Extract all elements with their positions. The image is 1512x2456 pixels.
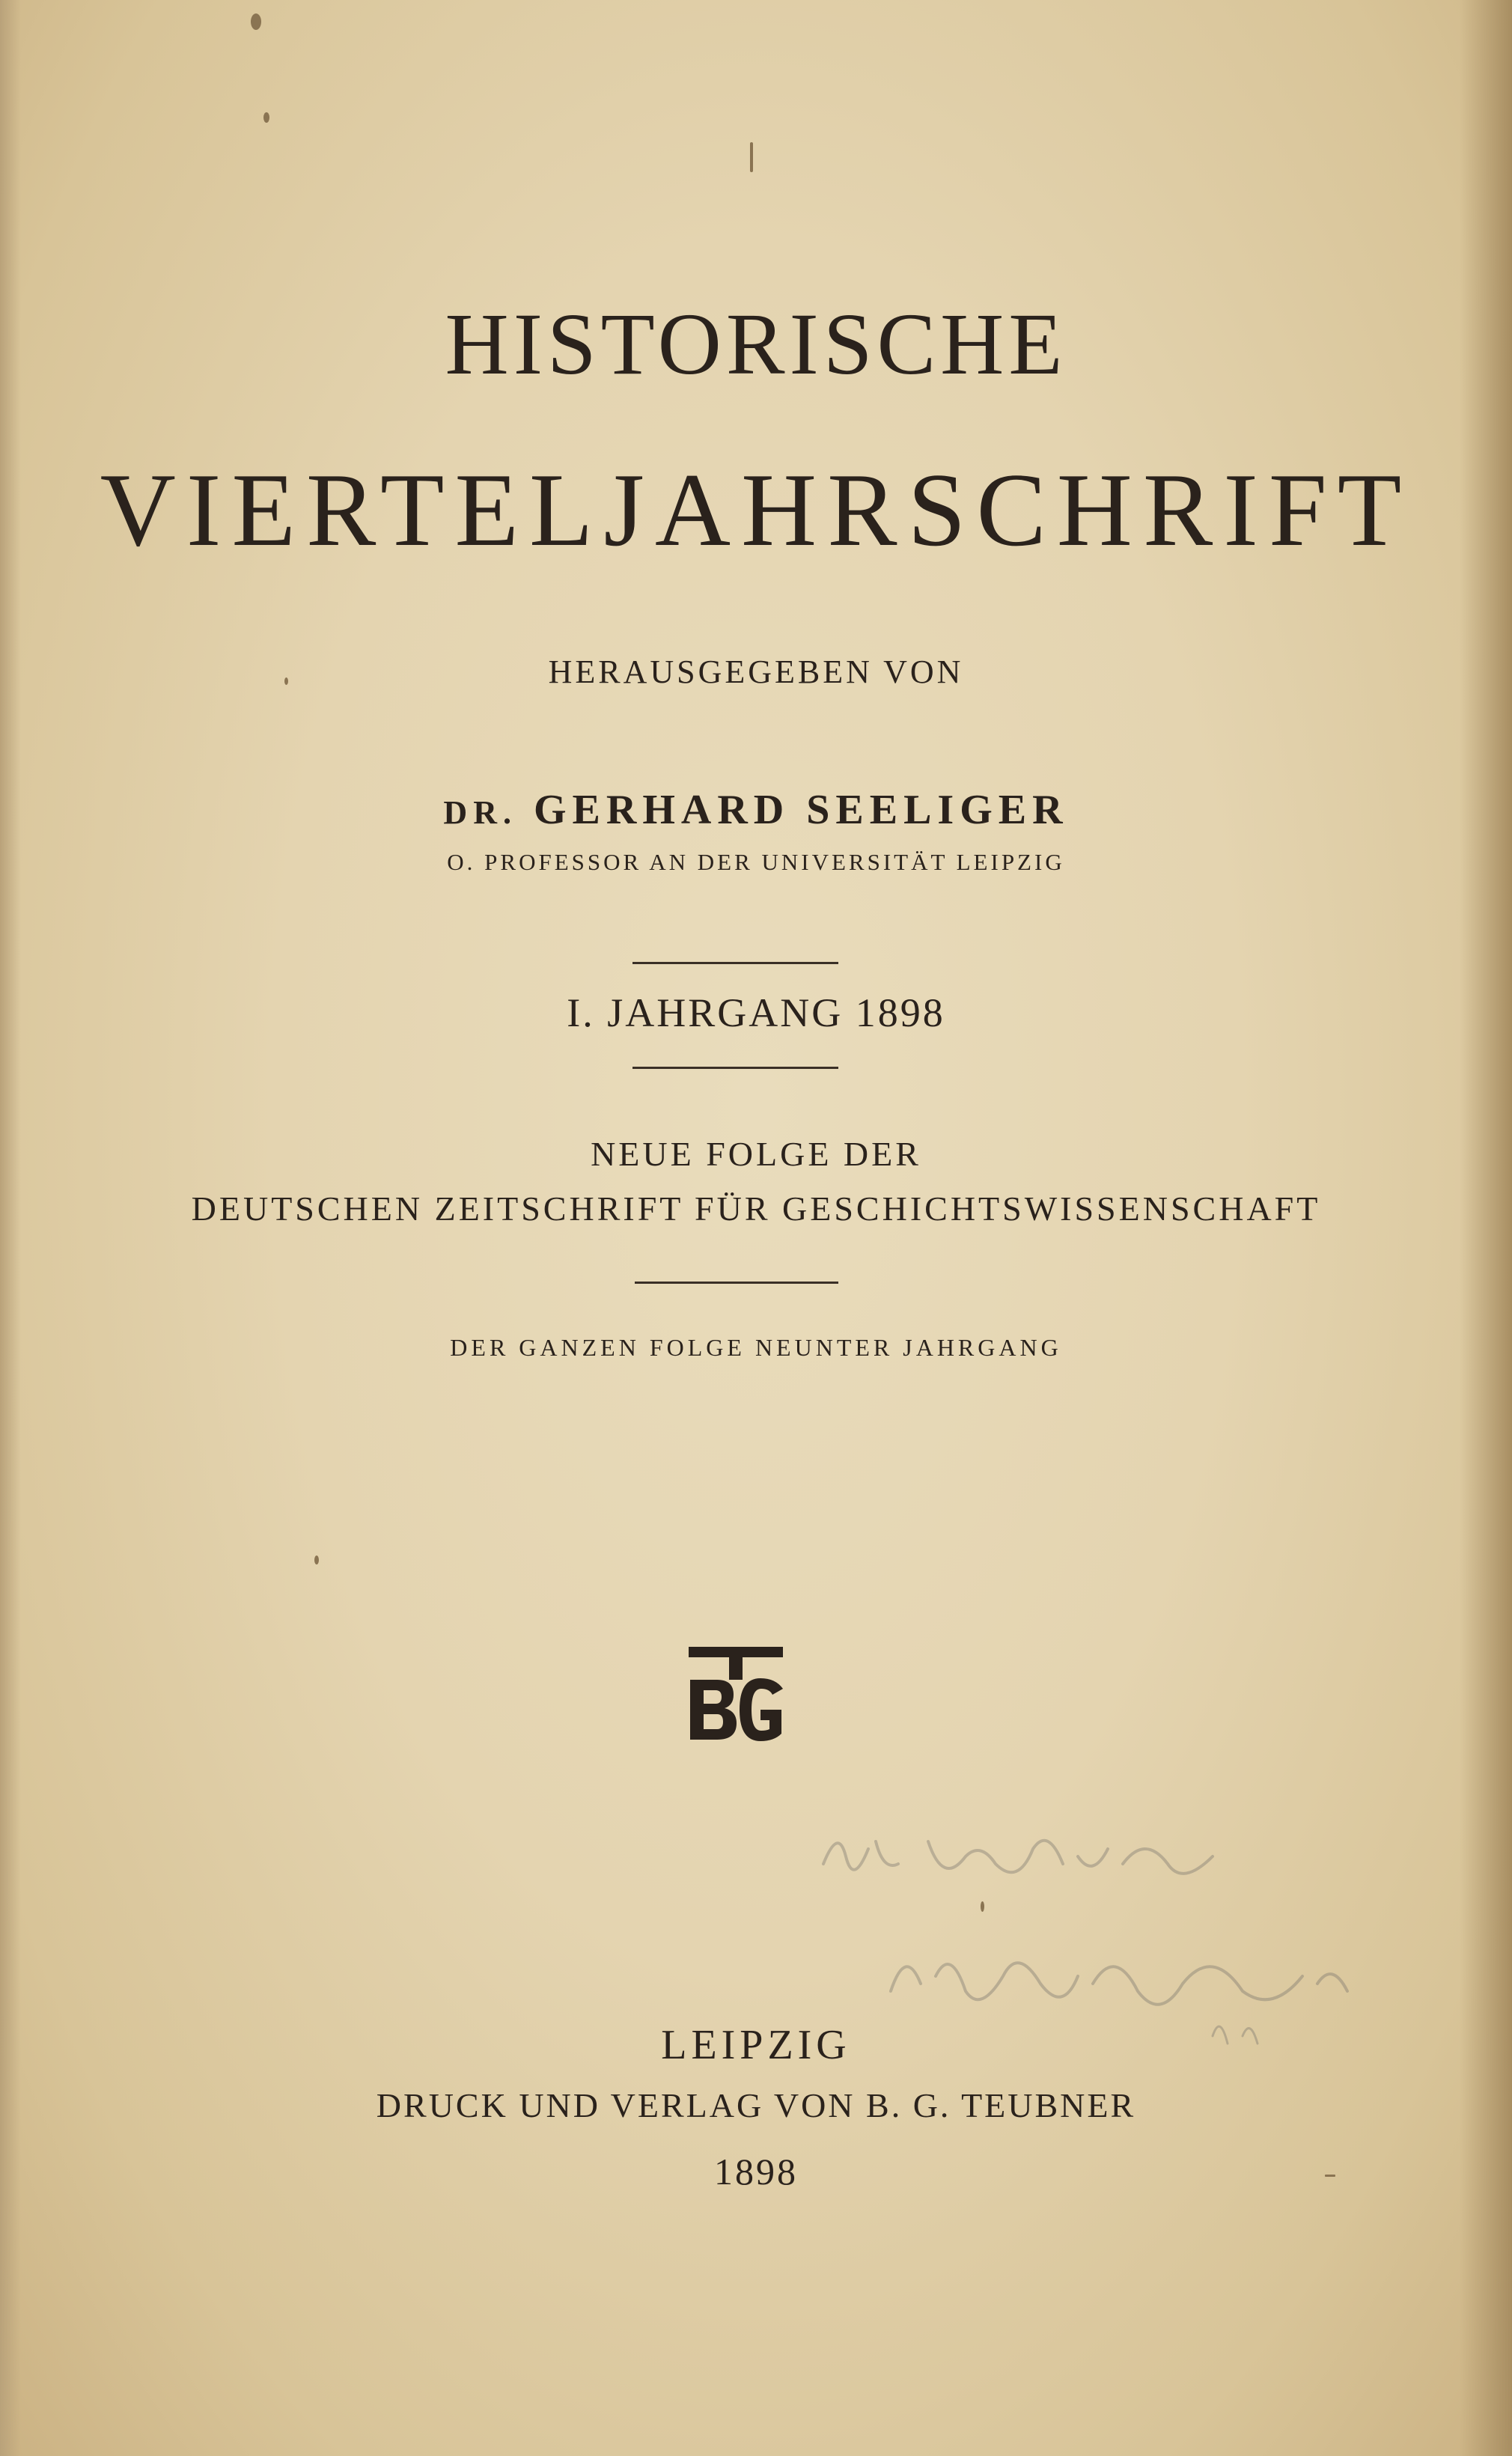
title-line-2: VIERTELJAHRSCHRIFT <box>100 452 1412 568</box>
divider-rule <box>632 962 838 964</box>
paper-speck <box>263 112 269 123</box>
editor-position: O. PROFESSOR AN DER UNIVERSITÄT LEIPZIG <box>447 849 1065 875</box>
paper-speck <box>314 1555 319 1564</box>
divider-rule <box>632 1067 838 1069</box>
paper-speck <box>251 13 261 30</box>
series-line-2: DEUTSCHEN ZEITSCHRIFT FÜR GESCHICHTSWISSENSCHAFT <box>191 1189 1321 1228</box>
editor-name: GERHARD SEELIGER <box>533 787 1069 833</box>
editor-name-line <box>0 786 1512 834</box>
editor-prefix: DR. <box>443 794 517 831</box>
series-line-1: NEUE FOLGE DER <box>591 1135 921 1173</box>
imprint-city: LEIPZIG <box>661 2022 851 2068</box>
full-series-line: DER GANZEN FOLGE NEUNTER JAHRGANG <box>450 1334 1062 1361</box>
imprint-publisher: DRUCK UND VERLAG VON B. G. TEUBNER <box>376 2086 1136 2124</box>
publisher-monogram-icon <box>687 1645 784 1741</box>
paper-speck <box>1325 2175 1335 2177</box>
divider-rule <box>635 1282 838 1284</box>
volume-line: I. JAHRGANG 1898 <box>567 990 945 1035</box>
paper-speck <box>981 1901 984 1912</box>
imprint-year: 1898 <box>714 2151 798 2193</box>
paper-speck <box>284 677 288 685</box>
paper-speck <box>750 142 753 172</box>
title-line-1: HISTORISCHE <box>445 295 1067 393</box>
editor-label: HERAUSGEGEBEN VON <box>548 653 964 690</box>
